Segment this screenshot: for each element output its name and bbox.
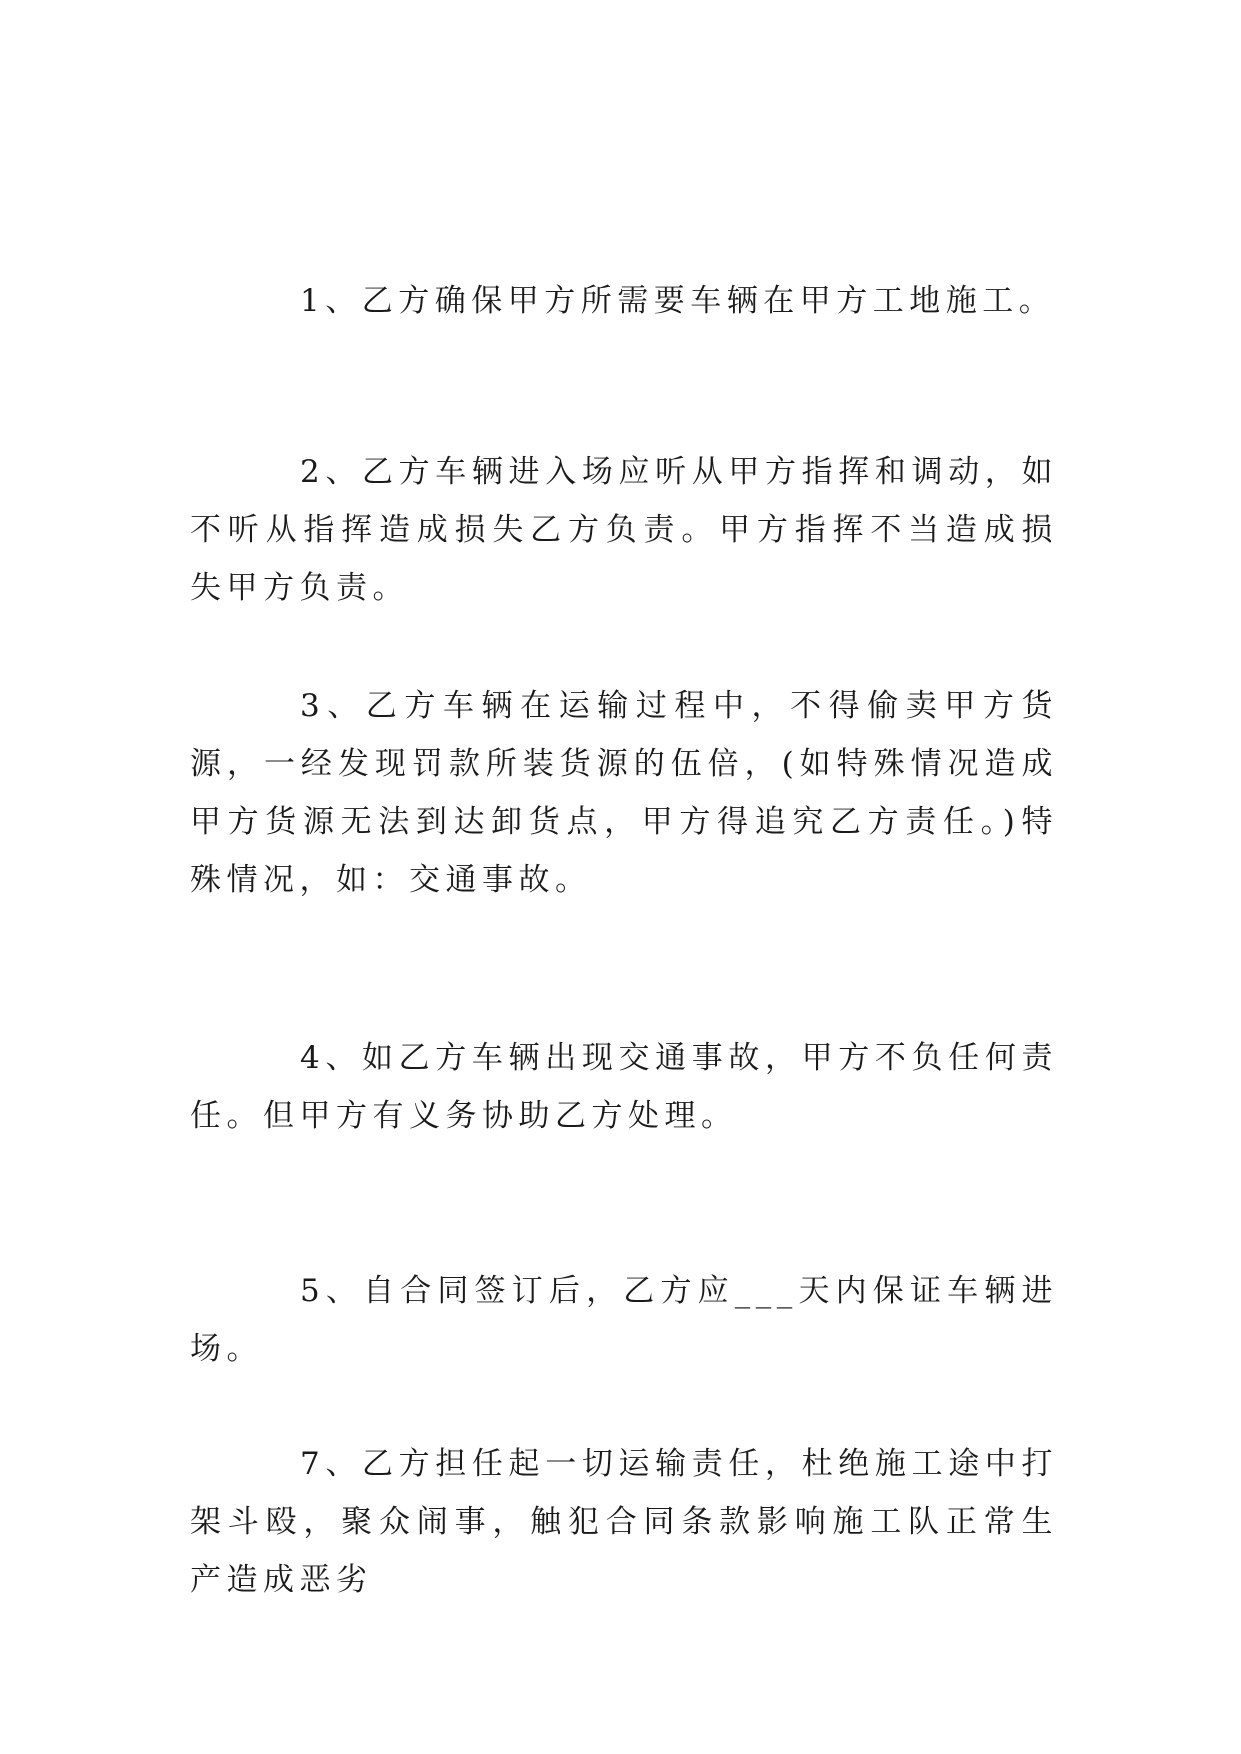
clause-3: 3、乙方车辆在运输过程中，不得偷卖甲方货源，一经发现罚款所装货源的伍倍，(如特殊情况造成甲方货源无法到达卸货点，甲方得追究乙方责任。)特殊情况，如：交通事故。 — [190, 688, 1058, 898]
clause-1: 1、乙方确保甲方所需要车辆在甲方工地施工。 — [300, 283, 1056, 319]
clause-2: 2、乙方车辆进入场应听从甲方指挥和调动，如不听从指挥造成损失乙方负责。甲方指挥不当造成损失甲方负责。 — [190, 454, 1058, 606]
clause-4: 4、如乙方车辆出现交通事故，甲方不负任何责任。但甲方有义务协助乙方处理。 — [190, 1040, 1058, 1134]
clause-5: 5、自合同签订后，乙方应___天内保证车辆进场。 — [190, 1273, 1058, 1367]
clause-7: 7、乙方担任起一切运输责任，杜绝施工途中打架斗殴，聚众闹事，触犯合同条款影响施工队正常生产造成恶劣 — [190, 1446, 1058, 1598]
